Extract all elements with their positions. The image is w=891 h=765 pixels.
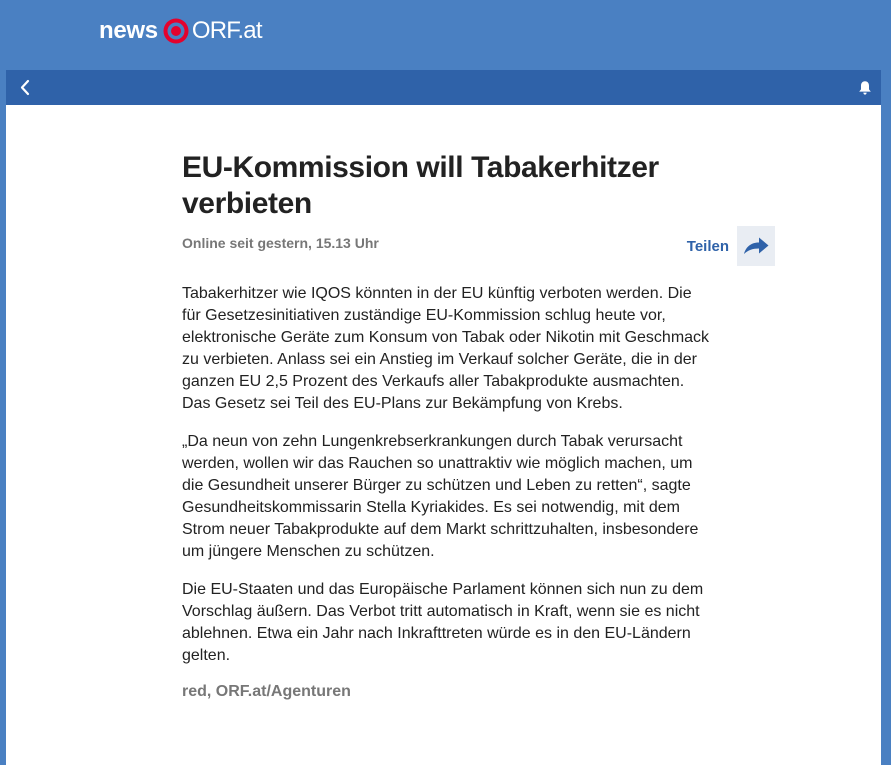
article-paragraph: Tabakerhitzer wie IQOS könnten in der EU künftig verboten werden. Die für Gesetzesinitiativen zuständige EU-Kommission schlug heute vor, elektronische Geräte zum Konsum von Tabak oder Nikotin mit Geschmack zu verbieten. Anlass sei ein Anstieg im Verkauf solcher Geräte, die in der ganzen EU 2,5 Prozent des Verkaufs aller Tabakprodukte ausmachten. Das Gesetz sei Teil des EU-Plans zur Bekämpfung von Krebs. <box>182 285 710 412</box>
article <box>182 150 772 701</box>
share-button[interactable] <box>687 226 775 266</box>
site-header <box>0 0 891 70</box>
article-body <box>182 283 712 667</box>
article-title: EU-Kommission will Tabakerhitzer verbieten <box>182 151 659 220</box>
article-meta <box>182 226 772 266</box>
share-arrow-icon <box>742 235 770 257</box>
news-orf-logo[interactable] <box>99 14 262 48</box>
notifications-button[interactable] <box>858 80 872 96</box>
article-navbar <box>6 70 881 105</box>
publish-timestamp: Online seit gestern, 15.13 Uhr <box>182 235 379 251</box>
share-icon-box[interactable] <box>737 226 775 266</box>
content-frame <box>6 70 881 765</box>
article-paragraph: Die EU-Staaten und das Europäische Parlament können sich nun zu dem Vorschlag äußern. Das Verbot tritt automatisch in Kraft, wenn sie es nicht ablehnen. Etwa ein Jahr nach Inkrafttreten würde es in den EU-Ländern gelten. <box>182 581 704 664</box>
orf-target-icon <box>162 17 190 45</box>
article-paragraph: „Da neun von zehn Lungenkrebserkrankungen durch Tabak verursacht werden, wollen wir das Rauchen so unattraktiv wie möglich machen, um die Gesundheit unserer Bürger zu schützen und Leben zu retten“, sagte Gesundheitskommissarin Stella Kyriakides. Es sei notwendig, mit dem Strom neuer Tabakprodukte auf dem Markt schrittzuhalten, insbesondere um jüngere Menschen zu schützen. <box>182 433 699 560</box>
logo-orf-text: ORF.at <box>191 17 262 44</box>
back-button[interactable] <box>16 78 34 97</box>
bell-icon <box>858 80 872 96</box>
chevron-left-icon <box>16 78 34 97</box>
share-label: Teilen <box>686 237 729 255</box>
article-byline: red, ORF.at/Agenturen <box>182 683 351 700</box>
logo-news-text: news <box>99 17 158 44</box>
